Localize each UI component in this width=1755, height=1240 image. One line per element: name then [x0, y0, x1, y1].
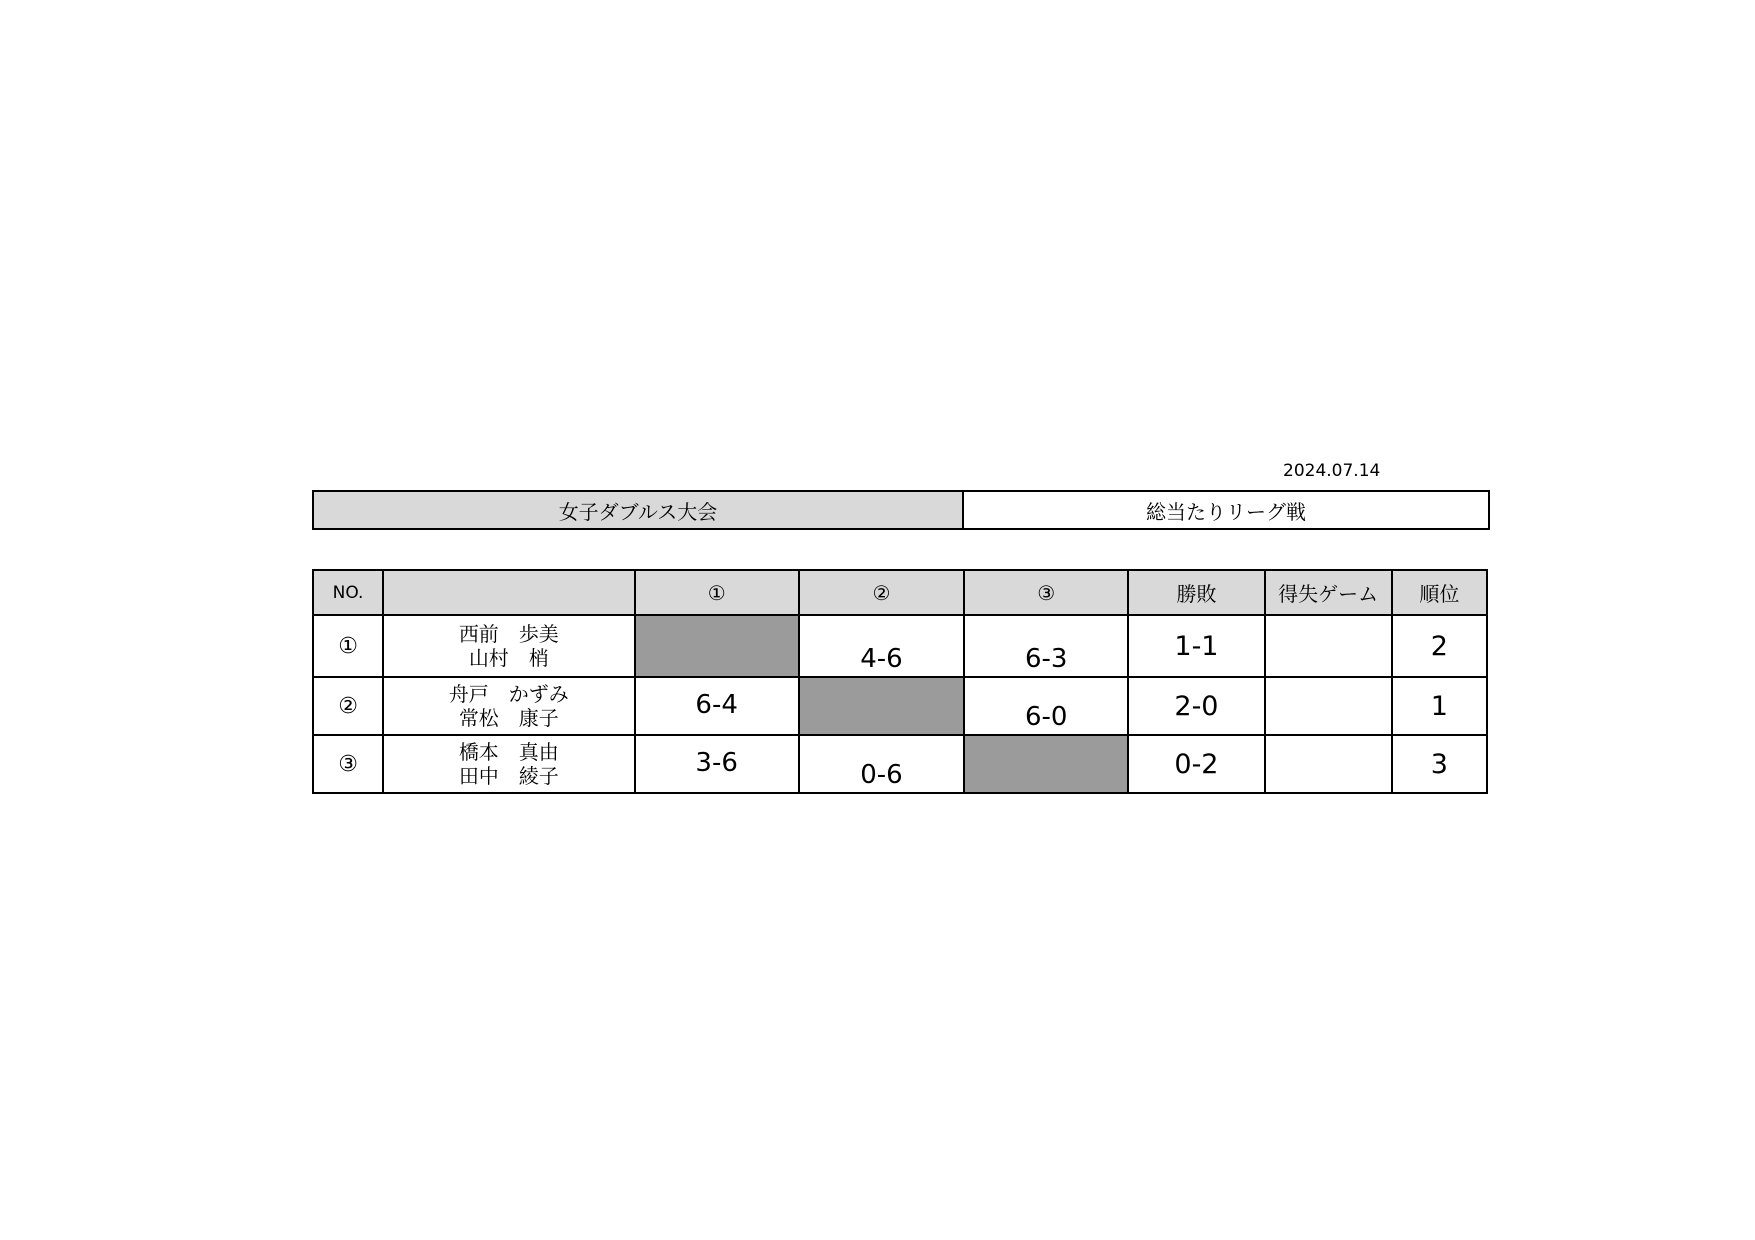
rank-cell: 2: [1392, 615, 1487, 677]
rank-cell: 1: [1392, 677, 1487, 735]
player-name: 山村 梢: [468, 646, 549, 670]
rank-cell: 3: [1392, 735, 1487, 793]
self-match-cell: [964, 735, 1128, 793]
score-cell: 6-3: [964, 615, 1128, 677]
header-no: NO.: [313, 570, 383, 615]
player-name: 西前 歩美: [458, 622, 559, 646]
win-loss-cell: 0-2: [1128, 735, 1264, 793]
title-row: [313, 491, 1489, 529]
player-name: 常松 康子: [458, 706, 559, 730]
score-cell: 4-6: [799, 615, 964, 677]
score-cell: 6-4: [635, 677, 799, 735]
win-loss-cell: 1-1: [1128, 615, 1264, 677]
header-row: [313, 570, 1487, 615]
header-win-loss: 勝敗: [1128, 570, 1264, 615]
table-row: [313, 615, 1487, 677]
title-table: [312, 490, 1490, 530]
date-label: 2024.07.14: [1283, 461, 1381, 481]
header-name: [383, 570, 634, 615]
header-opponent-3: ③: [964, 570, 1128, 615]
row-number: ③: [313, 735, 383, 793]
player-name: 田中 綾子: [458, 764, 559, 788]
games-cell: [1265, 677, 1392, 735]
score-cell: 3-6: [635, 735, 799, 793]
self-match-cell: [635, 615, 799, 677]
row-number: ①: [313, 615, 383, 677]
pair-names: [383, 735, 634, 793]
player-name: 橋本 真由: [458, 740, 559, 764]
header-games: 得失ゲーム: [1265, 570, 1392, 615]
tournament-title: 女子ダブルス大会: [313, 491, 963, 529]
score-cell: 6-0: [964, 677, 1128, 735]
games-cell: [1265, 615, 1392, 677]
header-opponent-1: ①: [635, 570, 799, 615]
win-loss-cell: 2-0: [1128, 677, 1264, 735]
pair-names: [383, 615, 634, 677]
pair-names: [383, 677, 634, 735]
player-name: 舟戸 かずみ: [448, 682, 569, 706]
format-title: 総当たりリーグ戦: [963, 491, 1489, 529]
games-cell: [1265, 735, 1392, 793]
header-rank: 順位: [1392, 570, 1487, 615]
row-number: ②: [313, 677, 383, 735]
table-row: [313, 677, 1487, 735]
league-table: [312, 569, 1488, 794]
header-opponent-2: ②: [799, 570, 964, 615]
self-match-cell: [799, 677, 964, 735]
table-row: [313, 735, 1487, 793]
score-cell: 0-6: [799, 735, 964, 793]
